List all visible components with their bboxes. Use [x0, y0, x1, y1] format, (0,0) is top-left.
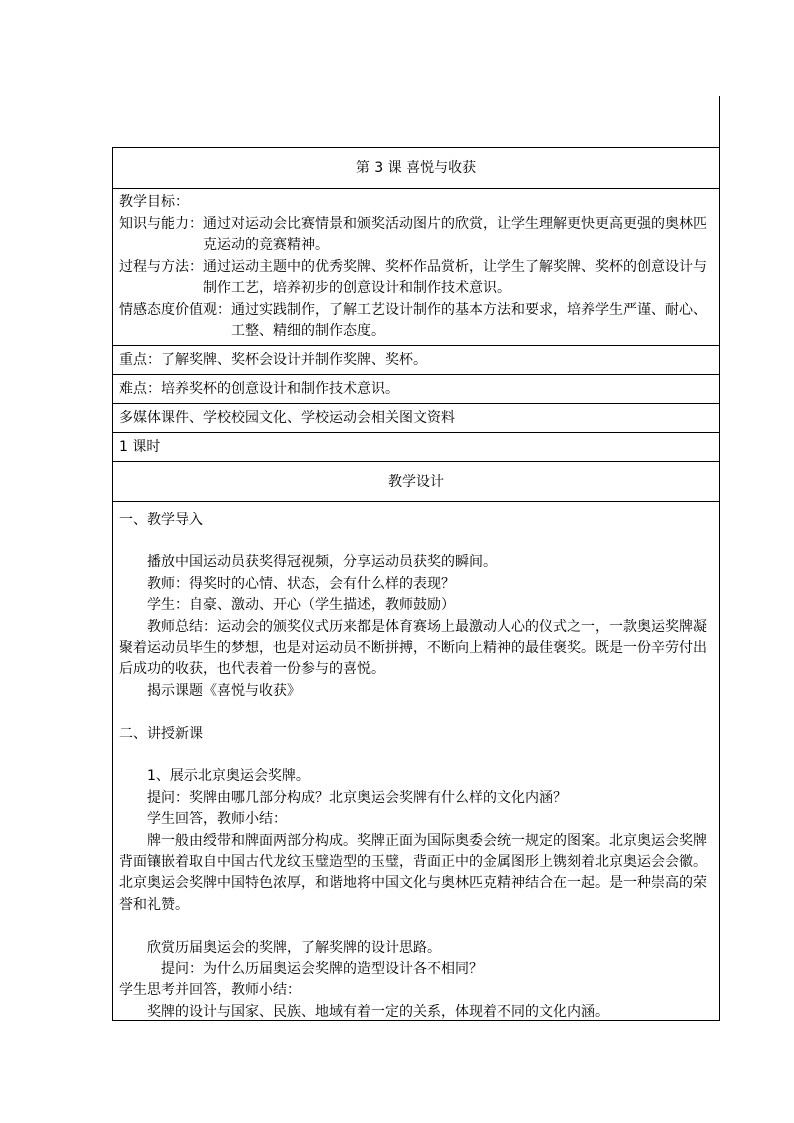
goal-emotion: [119, 300, 715, 343]
paragraph: 提问：奖牌由哪几部分构成？北京奥运会奖牌有什么样的文化内涵？: [147, 789, 567, 806]
teaching-goals: [113, 188, 719, 345]
paragraph: 播放中国运动员获奖得冠视频，分享运动员获奖的瞬间。: [147, 554, 497, 571]
goal-label: 情感态度价值观：: [119, 301, 231, 318]
class-hours: 1 课时: [113, 432, 719, 461]
goal-process: [119, 257, 715, 300]
goal-label: 知识与能力：: [119, 215, 203, 232]
paragraph: 提问：为什么历届奥运会奖牌的造型设计各不相同？: [161, 960, 483, 977]
key-point: 重点：了解奖牌、奖杯会设计并制作奖牌、奖杯。: [113, 345, 719, 374]
paragraph: 学生回答，教师小结：: [147, 811, 287, 828]
top-border-line: [719, 96, 720, 148]
section-title: 二、讲授新课: [119, 725, 203, 742]
paragraph: 学生思考并回答，教师小结：: [119, 982, 301, 999]
goal-text: 通过运动主题中的优秀奖牌、奖杯作品赏析，让学生了解奖牌、奖杯的创意设计与制作工艺，培养初步的创意设计和制作技术意识。: [203, 258, 707, 296]
goal-knowledge: [119, 214, 715, 257]
paragraph: 教师总结：运动会的颁奖仪式历来都是体育赛场上最激动人心的仪式之一，一款奥运奖牌凝聚着运动员毕生的梦想，也是对运动员不断拼搏，不断向上精神的最佳褒奖。既是一份辛劳付出后成功的收获，也代表着一份参与的喜悦。: [119, 618, 707, 678]
goal-label: 过程与方法：: [119, 258, 203, 275]
section-title: 一、教学导入: [119, 511, 203, 528]
paragraph: 欣赏历届奥运会的奖牌，了解奖牌的设计思路。: [147, 939, 441, 956]
paragraph: 奖牌的设计与国家、民族、地域有着一定的关系，体现着不同的文化内涵。: [147, 1003, 609, 1020]
difficulty: 难点：培养奖杯的创意设计和制作技术意识。: [113, 374, 719, 403]
resources: 多媒体课件、学校校园文化、学校运动会相关图文资料: [113, 403, 719, 432]
lesson-plan-table: [112, 147, 720, 1021]
goal-text: 通过实践制作，了解工艺设计制作的基本方法和要求，培养学生严谨、耐心、工整、精细的制作态度。: [231, 301, 707, 339]
paragraph: 学生：自豪、激动、开心（学生描述，教师鼓励）: [147, 597, 455, 614]
paragraph: 牌一般由绶带和牌面两部分构成。奖牌正面为国际奥委会统一规定的图案。北京奥运会奖牌背面镶嵌着取自中国古代龙纹玉璧造型的玉璧，背面正中的金属图形上镌刻着北京奥运会会徽。北京奥运会奖牌中国特色浓厚，和谐地将中国文化与奥林匹克精神结合在一起。是一种崇高的荣誉和礼赞。: [119, 832, 707, 913]
design-heading: 教学设计: [113, 461, 719, 501]
lesson-title: 第 3 课 喜悦与收获: [355, 160, 477, 176]
goal-text: 通过对运动会比赛情景和颁奖活动图片的欣赏，让学生理解更快更高更强的奥林匹克运动的竞赛精神。: [203, 215, 707, 253]
paragraph: 教师：得奖时的心情、状态，会有什么样的表现？: [147, 575, 455, 592]
paragraph: 1、展示北京奥运会奖牌。: [147, 768, 310, 785]
goals-heading: 教学目标：: [119, 194, 189, 210]
design-body: [113, 501, 719, 1020]
paragraph: 揭示课题《喜悦与收获》: [147, 682, 301, 699]
